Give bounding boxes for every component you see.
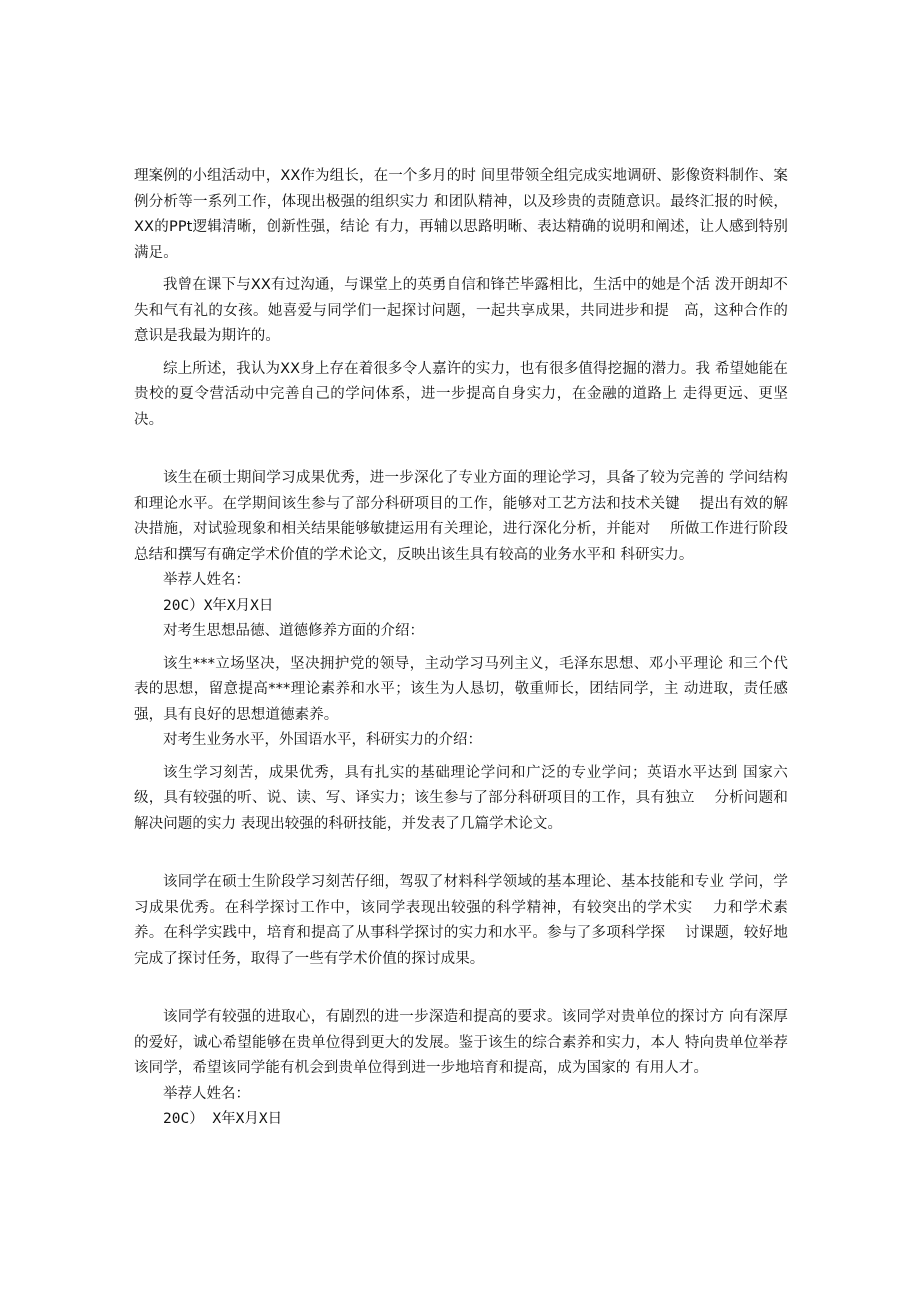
paragraph-communication: 我曾在课下与XX有过沟通，与课堂上的英勇自信和锋芒毕露相比，生活中的她是个活 泼开朗却不失和气有礼的女孩。她喜爱与同学们一起探讨问题，一起共享成果，共同进步和提 高，这种合作的意识是我最为期许的。 [134, 277, 788, 344]
recommender-name-label-2: 举荐人姓名： [163, 1085, 250, 1102]
paragraph-research: 该同学在硕士生阶段学习刻苦仔细，驾驭了材料科学领域的基本理论、基本技能和专业 学问，学习成果优秀。在科学探讨工作中，该同学表现出较强的科学精神，有较突出的学术实 力和学术素养。在科学实践中，培育和提高了从事科学探讨的实力和水平。参与了多项科学探 讨课题，较好地完成了探讨任务，取得了一些有学术价值的探讨成果。 [134, 874, 788, 967]
paragraph-ability: 该生学习刻苦，成果优秀，具有扎实的基础理论学问和广泛的专业学问；英语水平达到 国家六级，具有较强的听、说、读、写、译实力；该生参与了部分科研项目的工作，具有独立 分析问题和解决问题的实力 表现出较强的科研技能，并发表了几篇学术论文。 [134, 764, 788, 832]
paragraph-summary: 综上所述，我认为XX身上存在着很多令人嘉许的实力，也有很多值得挖掘的潜力。我 希望她能在贵校的夏令营活动中完善自己的学问体系，进一步提高自身实力，在金融的道路上 走得更远、更坚决。 [134, 360, 788, 428]
signature-date: 20C）X年X月X日 [163, 597, 274, 614]
paragraph-case-activity: 理案例的小组活动中，XX作为组长，在一个多月的时 间里带领全组完成实地调研、影像资料制作、案例分析等一系列工作，体现出极强的组织实力 和团队精神，以及珍贵的责随意识。最终汇报的时候，XX的PPt逻辑清晰，创新性强，结论 有力，再辅以思路明晰、表达精确的说明和阐述，让人感到特别满足。 [134, 168, 788, 261]
recommender-name-label: 举荐人姓名： [163, 572, 250, 588]
paragraph-morality: 该生***立场坚决，坚决拥护党的领导，主动学习马列主义，毛泽东思想、邓小平理论 和三个代表的思想，留意提高***理论素养和水平；该生为人恳切，敬重师长，团结同学，主 动进取，责任感强，具有良好的思想道德素养。 [134, 655, 788, 723]
letter-body [134, 164, 788, 1133]
signature-date-2: 20C） X年X月X日 [163, 1111, 283, 1127]
section-heading-ability: 对考生业务水平，外国语水平，科研实力的介绍： [163, 732, 482, 748]
paragraph-master-study: 该生在硕士期间学习成果优秀，进一步深化了专业方面的理论学习，具备了较为完善的 学问结构和理论水平。在学期间该生参与了部分科研项目的工作，能够对工艺方法和技术关键 提出有效的解决措施，对试验现象和相关结果能够敏捷运用有关理论，进行深化分析，并能对 所做工作进行阶段总结和撰写有确定学术价值的学术论文，反映出该生具有较高的业务水平和 科研实力。 [134, 470, 788, 563]
section-heading-morality: 对考生思想品德、道德修养方面的介绍： [163, 623, 424, 639]
paragraph-recommendation: 该同学有较强的进取心，有剧烈的进一步深造和提高的要求。该同学对贵单位的探讨方 向有深厚的爱好，诚心希望能够在贵单位得到更大的发展。鉴于该生的综合素养和实力，本人 特向贵单位举荐该同学，希望该同学能有机会到贵单位得到进一步地培育和提高，成为国家的 有用人才。 [134, 1009, 788, 1076]
